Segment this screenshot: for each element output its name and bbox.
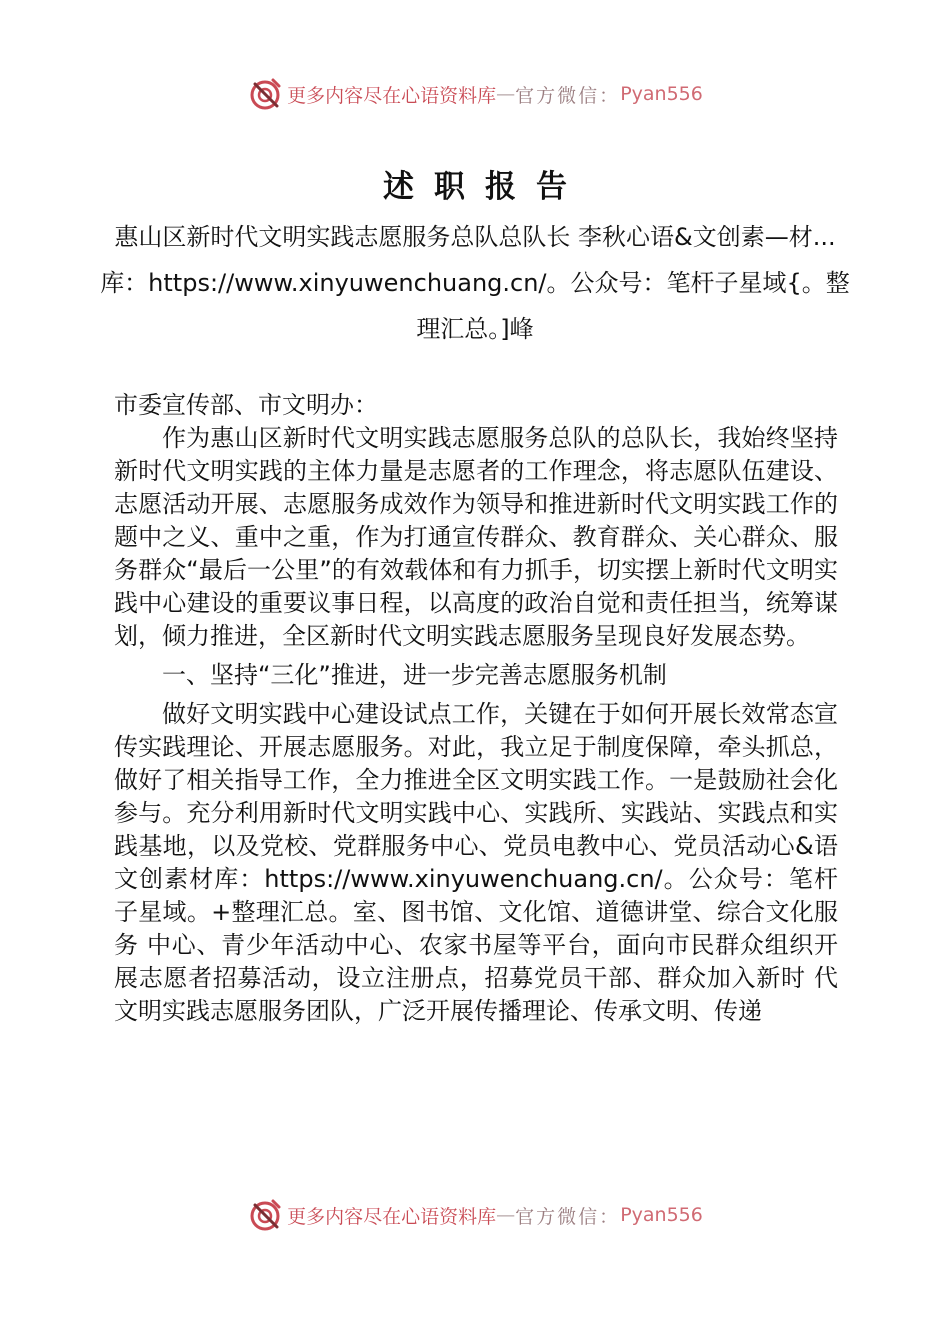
brand-logo-icon bbox=[247, 76, 283, 112]
document-title: 述职报告 bbox=[383, 169, 587, 205]
watermark-footer bbox=[0, 1195, 950, 1235]
document-body bbox=[114, 389, 838, 1028]
paragraph-section-1: 做好文明实践中心建设试点工作，关键在于如何开展长效常态宣传实践理论、开展志愿服务。对此，我立足于制度保障，牵头抓总，做好了相关指导工作，全力推进全区文明实践工作。一是鼓励社会化参与。充分利用新时代文明实践中心、实践所、实践站、实践点和实践基地，以及党校、党群服务中心、党员电教中心、党员活动心&语文创素材库：https://www.xinyuwenchuang.cn/。公众号：笔杆子星域。+整理汇总。室、图书馆、文化馆、道德讲堂、综合文化服务 中心、青少年活动中心、农家书屋等平台，面向市民群众组织开 展志愿者招募活动，设立注册点，招募党员干部、群众加入新时 代文明实践志愿服务团队，广泛开展传播理论、传承文明、传递 bbox=[114, 700, 838, 1025]
paragraph-intro: 作为惠山区新时代文明实践志愿服务总队的总队长，我始终坚持新时代文明实践的主体力量是志愿者的工作理念，将志愿队伍建设、志愿活动开展、志愿服务成效作为领导和推进新时代文明实践工作的题中之义、重中之重，作为打通宣传群众、教育群众、关心群众、服务群众“最后一公里”的有效载体和有力抓手，切实摆上新时代文明实践中心建设的重要议事日程，以高度的政治自觉和责任担当，统筹谋划，倾力推进，全区新时代文明实践志愿服务呈现良好发展态势。 bbox=[114, 424, 838, 650]
section-heading-1: 一、坚持“三化”推进，进一步完善志愿服务机制 bbox=[162, 661, 667, 689]
watermark-wechat-label: 官方微信： bbox=[515, 84, 621, 107]
watermark-header bbox=[0, 74, 950, 114]
watermark-wechat-label: 官方微信： bbox=[515, 1205, 621, 1228]
salutation: 市委宣传部、市文明办： bbox=[114, 391, 378, 419]
brand-logo-icon bbox=[247, 1197, 283, 1233]
document-subtitle: 惠山区新时代文明实践志愿服务总队总队长 李秋心语&文创素—材...库：https://www.xinyuwenchuang.cn/。公众号：笔杆子星域{。整理汇总。]峰 bbox=[100, 223, 850, 343]
watermark-main-text: 更多内容尽在心语资料库 bbox=[287, 1205, 497, 1228]
watermark-wechat-id: Pyan556 bbox=[620, 1204, 703, 1226]
watermark-separator: — bbox=[496, 1204, 516, 1226]
watermark-main-text: 更多内容尽在心语资料库 bbox=[287, 84, 497, 107]
watermark-wechat-id: Pyan556 bbox=[620, 83, 703, 105]
watermark-separator: — bbox=[496, 83, 516, 105]
